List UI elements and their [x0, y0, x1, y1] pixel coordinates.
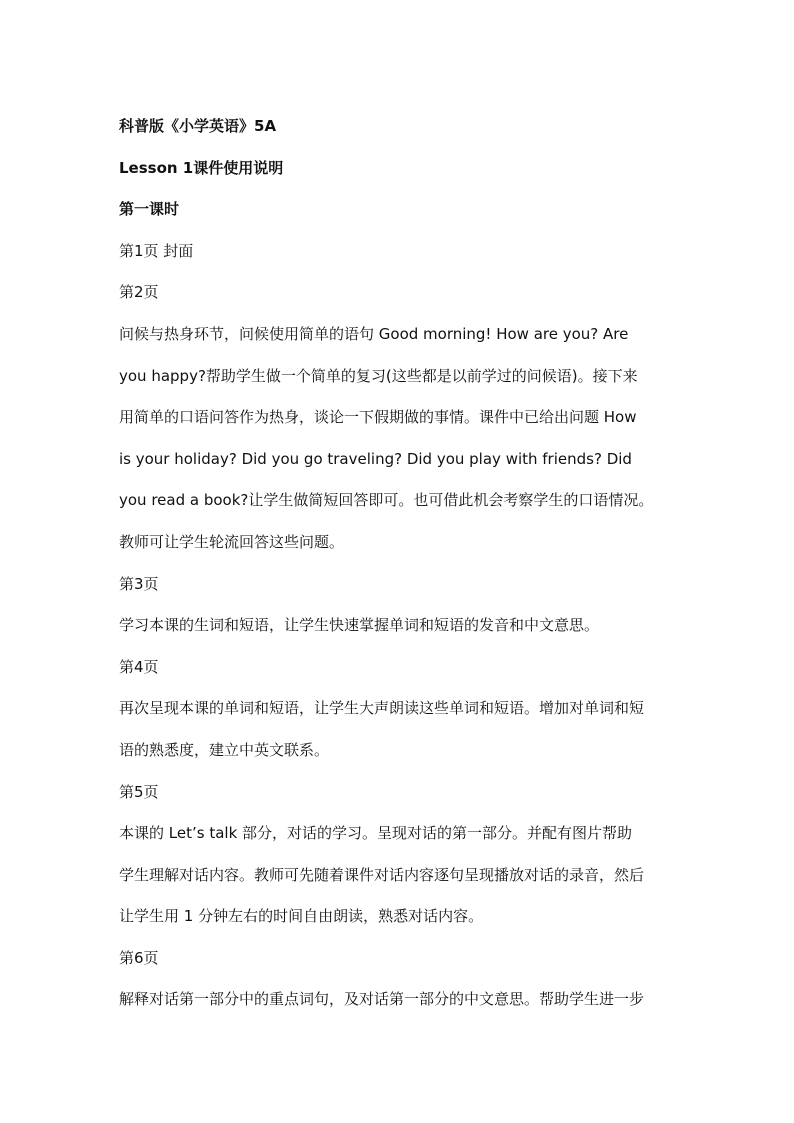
section-heading-page-2: 第2页	[119, 283, 159, 302]
paragraph-line: 用简单的口语问答作为热身，谈论一下假期做的事情。课件中已给出问题 How	[119, 408, 637, 427]
paragraph-line: 教师可让学生轮流回答这些问题。	[119, 532, 345, 551]
section-body-page-5	[119, 813, 679, 938]
paragraph-line: 学生理解对话内容。教师可先随着课件对话内容逐句呈现播放对话的录音，然后	[119, 865, 645, 884]
section-heading-page-3: 第3页	[119, 574, 159, 593]
period-heading: 第一课时	[119, 200, 180, 219]
paragraph-line: 让学生用 1 分钟左右的时间自由朗读，熟悉对话内容。	[119, 907, 484, 926]
section-body-page-6	[119, 979, 679, 1021]
paragraph-line: 解释对话第一部分中的重点词句，及对话第一部分的中文意思。帮助学生进一步	[119, 990, 645, 1009]
section-heading-page-5: 第5页	[119, 782, 159, 801]
document-subtitle: Lesson 1课件使用说明	[119, 158, 284, 177]
paragraph-line: 本课的 Let’s talk 部分，对话的学习。呈现对话的第一部分。并配有图片帮助	[119, 824, 633, 843]
section-body-page-3	[119, 605, 679, 647]
paragraph-line: 语的熟悉度，建立中英文联系。	[119, 740, 330, 759]
section-body-page-4	[119, 688, 679, 771]
document-title: 科普版《小学英语》5A	[119, 117, 277, 135]
section-body-page-2	[119, 314, 679, 564]
paragraph-line: 学习本课的生词和短语，让学生快速掌握单词和短语的发音和中文意思。	[119, 616, 600, 635]
section-heading-page-6: 第6页	[119, 948, 159, 967]
paragraph-line: is your holiday? Did you go traveling? Did you play with friends? Did	[119, 449, 632, 468]
paragraph-line: you read a book?让学生做简短回答即可。也可借此机会考察学生的口语情况。	[119, 491, 654, 510]
paragraph-line: 问候与热身环节，问候使用简单的语句 Good morning! How are you? Are	[119, 324, 629, 343]
paragraph-line: 再次呈现本课的单词和短语，让学生大声朗读这些单词和短语。增加对单词和短	[119, 699, 645, 718]
document-body	[119, 106, 679, 1021]
section-heading-page-4: 第4页	[119, 657, 159, 676]
paragraph-line: you happy?帮助学生做一个简单的复习(这些都是以前学过的问候语)。接下来	[119, 366, 638, 385]
section-heading-page-1: 第1页 封面	[119, 241, 194, 260]
